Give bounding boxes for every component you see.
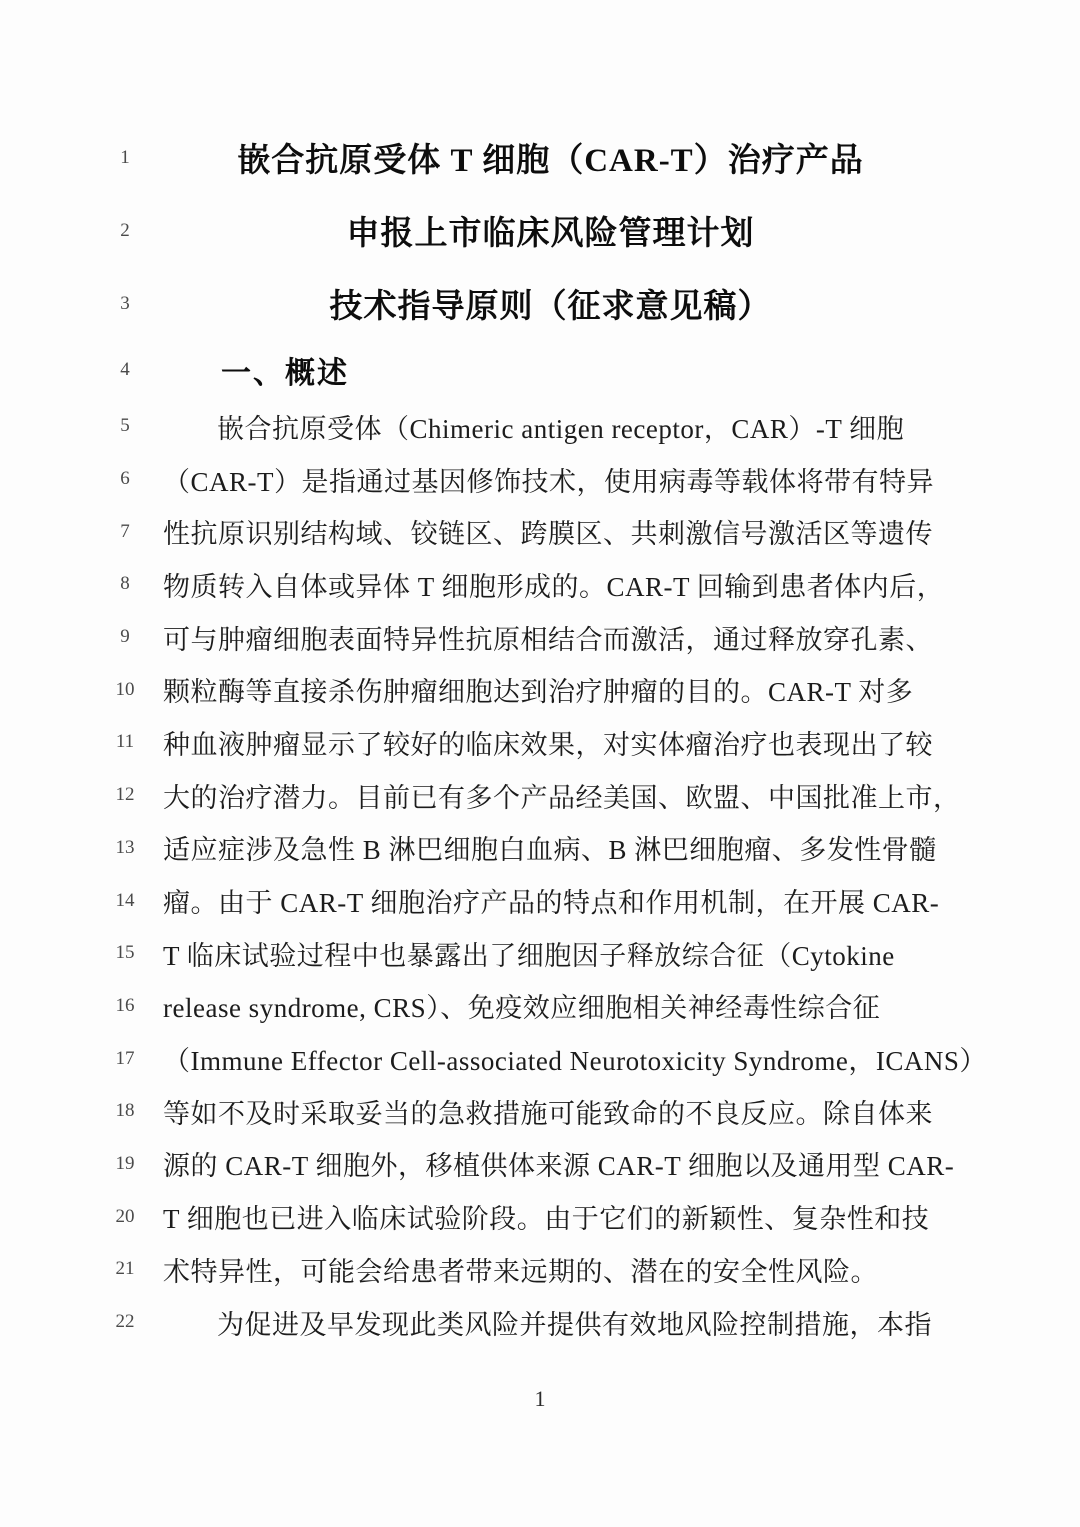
line-number: 5 [120,415,130,437]
line-text: 一、概述 [221,357,349,390]
document-line [0,194,1080,267]
line-number: 17 [115,1047,135,1069]
document-line [0,611,1080,664]
line-number: 22 [115,1311,135,1333]
line-text: 嵌合抗原受体 T 细胞（CAR-T）治疗产品 [237,143,864,179]
document-line [0,1243,1080,1296]
line-text: 技术指导原则（征求意见稿） [329,289,772,325]
line-text: T 细胞也已进入临床试验阶段。由于它们的新颖性、复杂性和技 [163,1204,930,1235]
page-number: 1 [534,1386,546,1411]
document-line [0,927,1080,980]
document-line [0,340,1080,400]
line-number: 12 [115,784,135,806]
document-line [0,769,1080,822]
line-number: 2 [120,219,130,241]
document-line [0,822,1080,875]
line-text: （CAR-T）是指通过基因修饰技术，使用病毒等载体将带有特异 [163,466,934,497]
line-text: 物质转入自体或异体 T 细胞形成的。CAR-T 回输到患者体内后， [163,571,945,602]
document-line [0,121,1080,194]
line-text: 瘤。由于 CAR-T 细胞治疗产品的特点和作用机制，在开展 CAR- [163,888,940,919]
document-line [0,1190,1080,1243]
document-line [0,716,1080,769]
line-text: 等如不及时采取妥当的急救措施可能致命的不良反应。除自体来 [163,1098,933,1129]
line-number: 15 [115,942,135,964]
document-line [0,505,1080,558]
line-text: 嵌合抗原受体（Chimeric antigen receptor，CAR）-T 细胞 [217,413,905,444]
line-number: 19 [115,1152,135,1174]
line-number: 1 [120,146,130,168]
line-number: 8 [120,573,130,595]
line-text: 源的 CAR-T 细胞外，移植供体来源 CAR-T 细胞以及通用型 CAR- [163,1151,955,1182]
line-text: 可与肿瘤细胞表面特异性抗原相结合而激活，通过释放穿孔素、 [163,624,933,655]
line-text: 申报上市临床风险管理计划 [346,216,755,252]
line-text: release syndrome, CRS）、免疫效应细胞相关神经毒性综合征 [163,993,881,1024]
document-line [0,400,1080,453]
line-text: （Immune Effector Cell-associated Neurotoxicity Syndrome，ICANS） [163,1046,987,1077]
document-line [0,1138,1080,1191]
line-number: 18 [115,1100,135,1122]
document-line [0,1085,1080,1138]
line-text: T 临床试验过程中也暴露出了细胞因子释放综合征（Cytokine [163,940,895,971]
document-line [0,1032,1080,1085]
document-line [0,267,1080,340]
line-number: 3 [120,292,130,314]
line-text: 为促进及早发现此类风险并提供有效地风险控制措施，本指 [217,1309,932,1340]
line-number: 14 [115,889,135,911]
document-line [0,874,1080,927]
line-text: 适应症涉及急性 B 淋巴细胞白血病、B 淋巴细胞瘤、多发性骨髓 [163,835,937,866]
line-number: 4 [120,359,130,380]
document-lines [0,121,1080,1348]
document-line [0,980,1080,1033]
document-line [0,558,1080,611]
line-number: 16 [115,994,135,1016]
line-number: 7 [120,520,130,542]
line-number: 11 [115,731,135,753]
line-number: 10 [115,678,135,700]
document-line [0,453,1080,506]
document-line [0,1296,1080,1349]
line-number: 6 [120,468,130,490]
line-number: 13 [115,836,135,858]
line-number: 9 [120,626,130,648]
line-number: 20 [115,1205,135,1227]
line-number: 21 [115,1258,135,1280]
document-line [0,663,1080,716]
line-text: 术特异性，可能会给患者带来远期的、潜在的安全性风险。 [163,1256,878,1287]
line-text: 大的治疗潜力。目前已有多个产品经美国、欧盟、中国批准上市， [163,782,961,813]
line-text: 种血液肿瘤显示了较好的临床效果，对实体瘤治疗也表现出了较 [163,729,933,760]
line-text: 性抗原识别结构域、铰链区、跨膜区、共刺激信号激活区等遗传 [163,519,933,550]
line-text: 颗粒酶等直接杀伤肿瘤细胞达到治疗肿瘤的目的。CAR-T 对多 [163,677,914,708]
